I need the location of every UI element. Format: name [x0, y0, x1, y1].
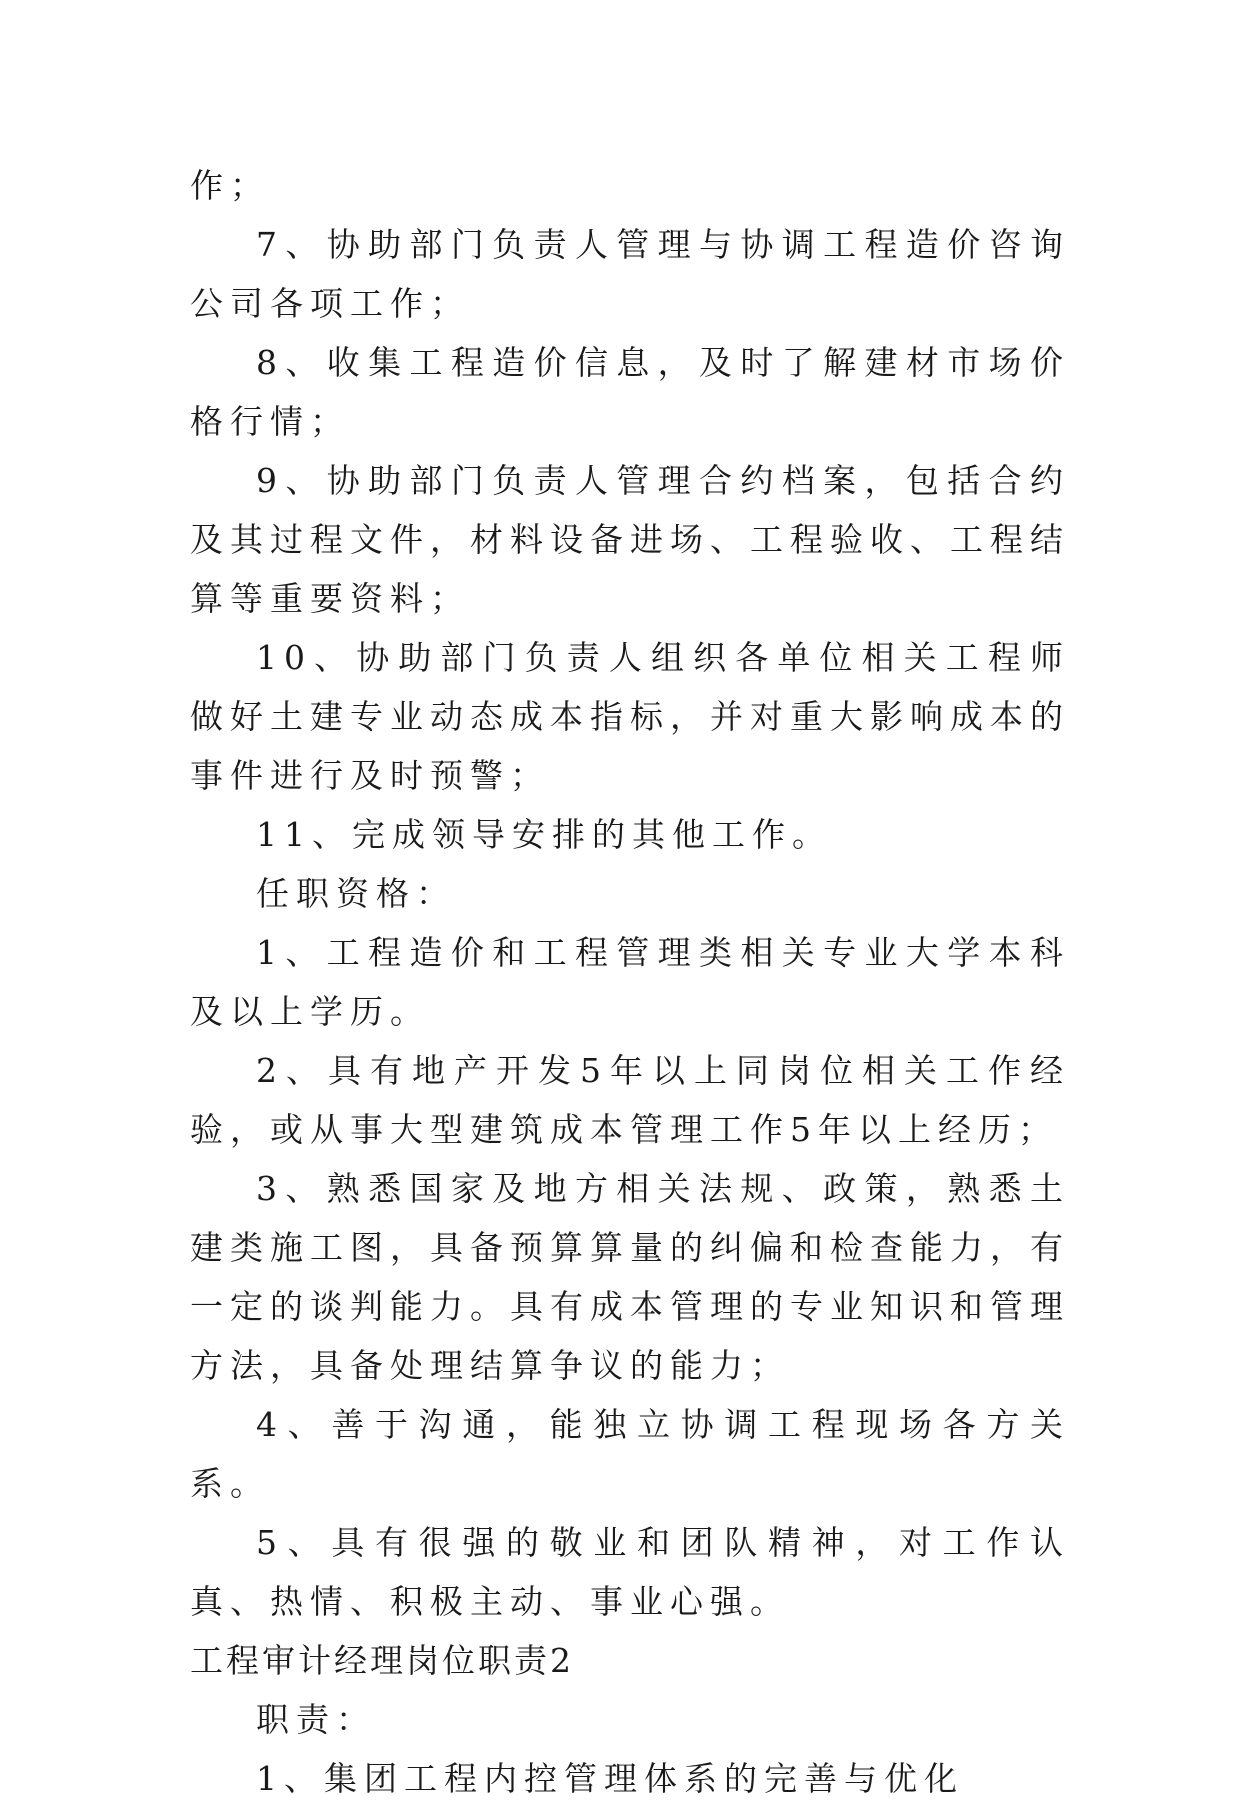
document-page: [190, 156, 1070, 1808]
duty-item-10: 10、协助部门负责人组织各单位相关工程师做好土建专业动态成本指标，并对重大影响成本的事件进行及时预警；: [190, 638, 1070, 795]
paragraph-continuation: 作；: [190, 166, 270, 205]
duty-item-9: 9、协助部门负责人管理合约档案，包括合约及其过程文件，材料设备进场、工程验收、工程结算等重要资料；: [190, 461, 1070, 618]
duty-item-11: 11、完成领导安排的其他工作。: [256, 815, 832, 854]
section-title: 工程审计经理岗位职责2: [190, 1641, 574, 1680]
duty-item-7: 7、协助部门负责人管理与协调工程造价咨询公司各项工作；: [190, 225, 1070, 323]
duty-item-8: 8、收集工程造价信息，及时了解建材市场价格行情；: [190, 343, 1070, 441]
qualification-item-2: 2、具有地产开发5年以上同岗位相关工作经验，或从事大型建筑成本管理工作5年以上经历；: [190, 1051, 1070, 1149]
qualifications-heading: 任职资格：: [256, 874, 456, 913]
duties-heading: 职责：: [256, 1700, 376, 1739]
qualification-item-5: 5、具有很强的敬业和团队精神，对工作认真、热情、积极主动、事业心强。: [190, 1523, 1070, 1621]
qualification-item-1: 1、工程造价和工程管理类相关专业大学本科及以上学历。: [190, 933, 1070, 1031]
qualification-item-4: 4、善于沟通，能独立协调工程现场各方关系。: [190, 1405, 1070, 1503]
duty-item-1: 1、集团工程内控管理体系的完善与优化: [256, 1759, 964, 1798]
qualification-item-3: 3、熟悉国家及地方相关法规、政策，熟悉土建类施工图，具备预算算量的纠偏和检查能力，有一定的谈判能力。具有成本管理的专业知识和管理方法，具备处理结算争议的能力；: [190, 1169, 1070, 1385]
